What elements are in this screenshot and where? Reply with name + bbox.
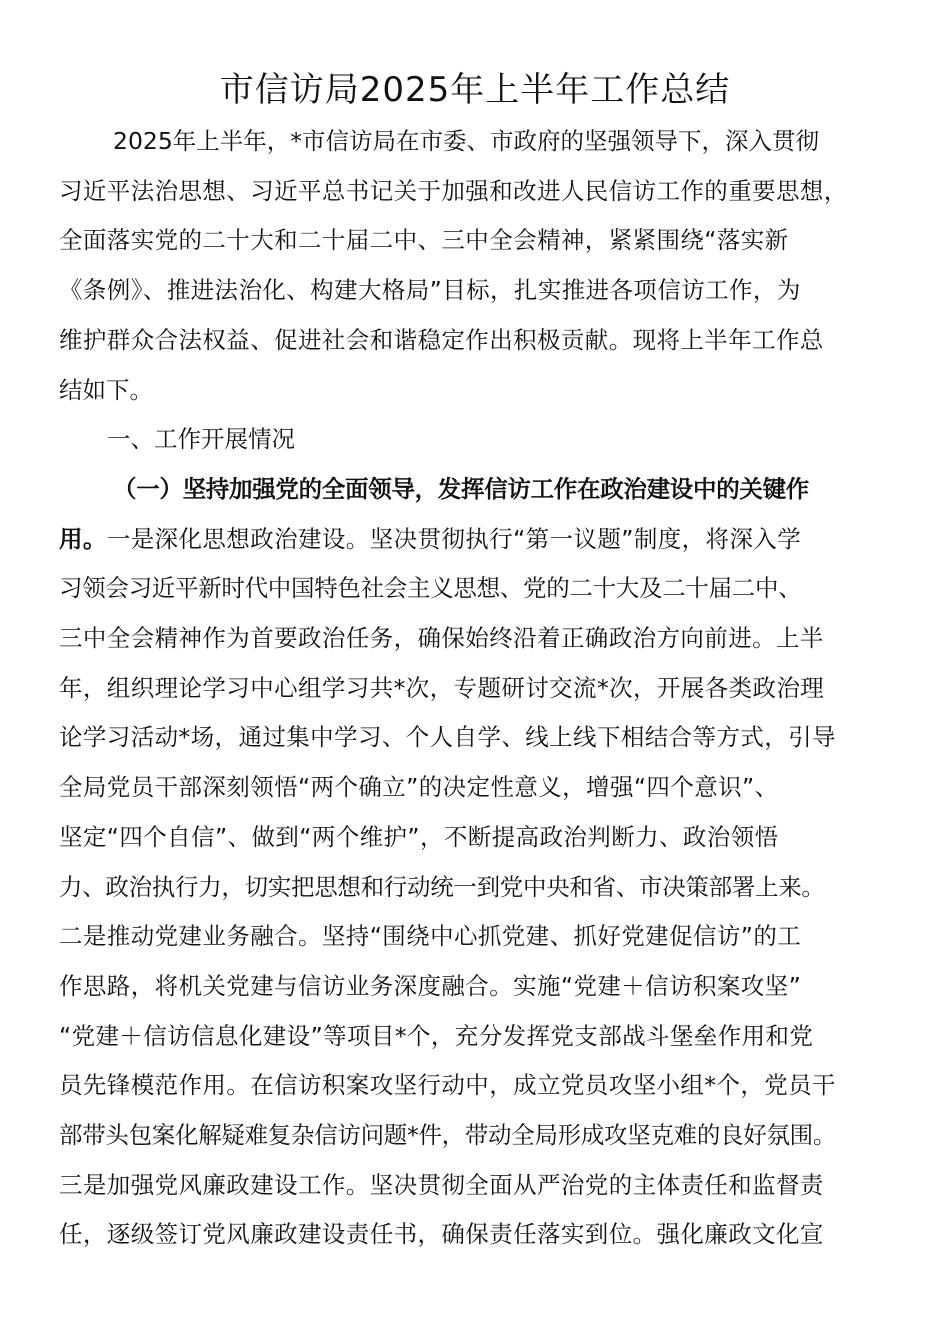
paragraph-line: 坚定“四个自信”、做到“两个维护”，不断提高政治判断力、政治领悟 (59, 822, 779, 851)
paragraph-line: “党建＋信访信息化建设”等项目*个，充分发挥党支部战斗堡垒作用和党 (59, 1021, 814, 1050)
paragraph-line: 习领会习近平新时代中国特色社会主义思想、党的二十大及二十届二中、 (59, 574, 802, 603)
document-title: 市信访局2025年上半年工作总结 (219, 70, 731, 110)
paragraph-line: 全局党员干部深刻领悟“两个确立”的决定性意义，增强“四个意识”、 (59, 773, 779, 802)
paragraph-line: 二是推动党建业务融合。坚持“围绕中心抓党建、抓好党建促信访”的工 (59, 922, 802, 951)
paragraph-line: 《条例》、推进法治化、构建大格局”目标，扎实推进各项信访工作，为 (59, 276, 801, 305)
paragraph-line: 三中全会精神作为首要政治任务，确保始终沿着正确政治方向前进。上半 (59, 624, 824, 652)
paragraph-line (59, 515, 801, 563)
subsection-heading-end: 用。 (59, 524, 107, 553)
subsection-heading (113, 465, 809, 513)
paragraph-line: 员先锋模范作用。在信访积案攻坚行动中，成立党员攻坚小组*个，党员干 (59, 1071, 836, 1100)
paragraph-line: 三是加强党风廉政建设工作。坚决贯彻全面从严治党的主体责任和监督责 (59, 1170, 824, 1199)
paragraph-line: 习近平法治思想、习近平总书记关于加强和改进人民信访工作的重要思想， (59, 176, 848, 205)
paragraph-line: 全面落实党的二十大和二十届二中、三中全会精神，紧紧围绕“落实新 (59, 226, 789, 255)
paragraph-line: 论学习活动*场，通过集中学习、个人自学、线上线下相结合等方式，引导 (59, 723, 836, 752)
paragraph-line: 作思路，将机关党建与信访业务深度融合。实施“党建＋信访积案攻坚” (59, 971, 802, 1000)
subsection-heading-text: （一）坚持加强党的全面领导，发挥信访工作在政治建设中的关键作 (113, 474, 809, 503)
paragraph-line: 结如下。 (59, 375, 153, 404)
paragraph-line: 部带头包案化解疑难复杂信访问题*件，带动全局形成攻坚克难的良好氛围。 (59, 1121, 837, 1149)
paragraph-line: 年，组织理论学习中心组学习共*次，专题研讨交流*次，开展各类政治理 (59, 673, 825, 702)
paragraph-text: 一是深化思想政治建设。坚决贯彻执行“第一议题”制度，将深入学 (106, 524, 802, 553)
paragraph-line: 任，逐级签订党风廉政建设责任书，确保责任落实到位。强化廉政文化宣 (59, 1220, 824, 1249)
paragraph-line: 2025年上半年，*市信访局在市委、市政府的坚强领导下，深入贯彻 (113, 127, 820, 155)
section-heading: 一、工作开展情况 (107, 425, 295, 454)
paragraph-line: 力、政治执行力，切实把思想和行动统一到党中央和省、市决策部署上来。 (59, 872, 825, 901)
paragraph-line: 维护群众合法权益、促进社会和谐稳定作出积极贡献。现将上半年工作总 (59, 325, 824, 354)
